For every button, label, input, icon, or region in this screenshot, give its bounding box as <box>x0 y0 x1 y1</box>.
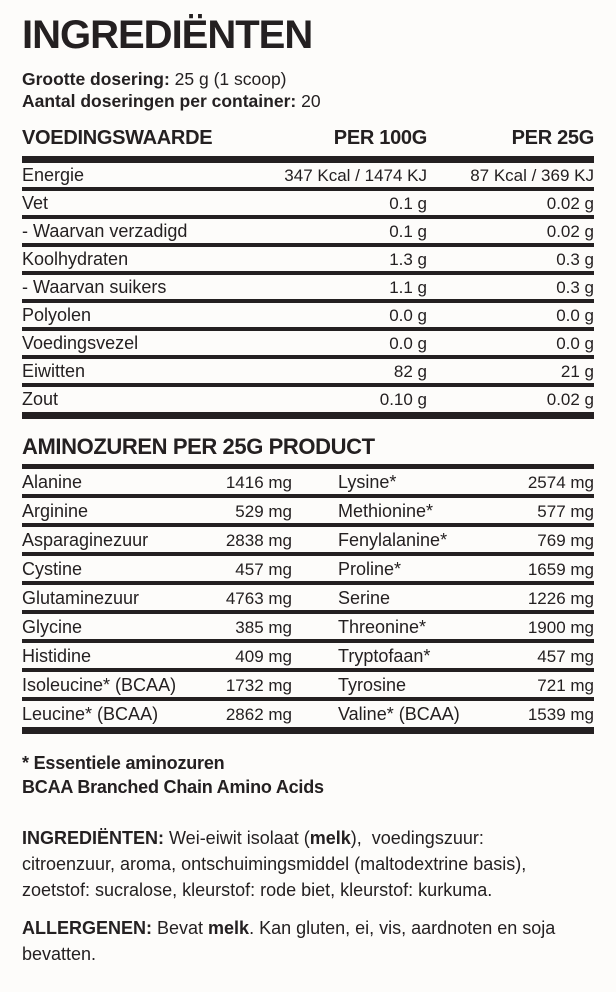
amino-name: Glycine <box>22 617 83 637</box>
allergens-allergen-bold: melk <box>208 918 250 938</box>
row-per25g: 87 Kcal / 369 KJ <box>470 166 594 185</box>
row-per25g: 0.02 g <box>546 390 594 409</box>
ingredients-paragraph <box>22 825 578 903</box>
row-name: - Waarvan verzadigd <box>22 221 188 241</box>
column-header-per25g: PER 25G <box>511 127 594 149</box>
row-per100g: 0.0 g <box>389 334 427 353</box>
amino-name: Glutaminezuur <box>22 588 140 608</box>
table-end-divider <box>22 727 594 734</box>
serving-info <box>22 68 594 112</box>
amino-name: Valine* (BCAA) <box>338 704 460 724</box>
allergens-paragraph <box>22 915 578 967</box>
page-title: INGREDIËNTEN <box>22 13 313 57</box>
amino-section-title: AMINOZUREN PER 25G PRODUCT <box>22 434 375 459</box>
row-per100g: 0.0 g <box>389 306 427 325</box>
row-name: Polyolen <box>22 305 92 325</box>
amino-value: 769 mg <box>537 531 594 550</box>
row-per25g: 0.3 g <box>556 278 594 297</box>
essential-footnote: * Essentiele aminozuren <box>22 753 225 773</box>
row-per100g: 0.1 g <box>389 222 427 241</box>
amino-name: Tryptofaan* <box>338 646 431 666</box>
row-name: - Waarvan suikers <box>22 277 167 297</box>
table-row <box>22 331 594 355</box>
amino-name: Threonine* <box>338 617 427 637</box>
amino-value: 529 mg <box>235 502 292 521</box>
table-row <box>22 359 594 383</box>
row-per25g: 0.02 g <box>546 222 594 241</box>
ingredients-text: Wei-eiwit isolaat ( <box>164 828 310 848</box>
serving-size-line <box>22 68 594 90</box>
amino-name: Asparaginezuur <box>22 530 149 550</box>
table-row <box>22 614 594 639</box>
table-row <box>22 191 594 215</box>
servings-label: Aantal doseringen per container: <box>22 91 297 111</box>
amino-value: 577 mg <box>537 502 594 521</box>
table-row <box>22 498 594 523</box>
amino-value: 409 mg <box>235 647 292 666</box>
table-end-divider <box>22 412 594 419</box>
amino-value: 721 mg <box>537 676 594 695</box>
table-row <box>22 163 594 187</box>
amino-name: Leucine* (BCAA) <box>22 704 159 724</box>
table-row <box>22 387 594 411</box>
header-divider-bar <box>22 156 594 163</box>
servings-per-container-line <box>22 90 594 112</box>
amino-name: Alanine <box>22 472 83 492</box>
row-name: Energie <box>22 165 85 185</box>
amino-table <box>22 469 594 734</box>
amino-name: Fenylalanine* <box>338 530 448 550</box>
amino-name: Cystine <box>22 559 83 579</box>
row-per25g: 0.3 g <box>556 250 594 269</box>
table-row <box>22 701 594 726</box>
row-name: Koolhydraten <box>22 249 129 269</box>
amino-name: Histidine <box>22 646 92 666</box>
table-row <box>22 672 594 697</box>
row-per100g: 82 g <box>393 362 427 381</box>
amino-value: 4763 mg <box>225 589 292 608</box>
serving-size-label: Grootte dosering: <box>22 69 170 89</box>
row-per100g: 1.3 g <box>389 250 427 269</box>
table-row <box>22 275 594 299</box>
footnotes <box>22 751 594 799</box>
ingredients-label: INGREDIËNTEN: <box>22 828 165 848</box>
amino-value: 1732 mg <box>225 676 292 695</box>
row-per100g: 0.1 g <box>389 194 427 213</box>
allergens-text: Bevat <box>152 918 209 938</box>
amino-name: Methionine* <box>338 501 434 521</box>
table-row <box>22 219 594 243</box>
row-name: Eiwitten <box>22 361 86 381</box>
row-per25g: 0.02 g <box>546 194 594 213</box>
ingredients-allergen-bold: melk <box>309 828 351 848</box>
row-per100g: 1.1 g <box>389 278 427 297</box>
bcaa-footnote: BCAA Branched Chain Amino Acids <box>22 777 324 797</box>
row-per100g: 347 Kcal / 1474 KJ <box>284 166 427 185</box>
amino-value: 2862 mg <box>225 705 292 724</box>
amino-value: 385 mg <box>235 618 292 637</box>
table-row <box>22 469 594 494</box>
row-per25g: 0.0 g <box>556 334 594 353</box>
table-row <box>22 643 594 668</box>
ingredients-text: ), voedingszuur: citroenzuur, aroma, ontschuimingsmiddel (maltodextrine basis), zoetstof: sucralose, kleurstof: rode biet, kleurstof: kurkuma. <box>22 828 532 900</box>
amino-name: Serine <box>338 588 391 608</box>
table-row <box>22 527 594 552</box>
amino-value: 457 mg <box>235 560 292 579</box>
amino-value: 1416 mg <box>225 473 292 492</box>
row-per100g: 0.10 g <box>379 390 427 409</box>
table-row <box>22 303 594 327</box>
row-name: Voedingsvezel <box>22 333 139 353</box>
column-header-per100g: PER 100G <box>333 127 427 149</box>
amino-name: Isoleucine* (BCAA) <box>22 675 177 695</box>
nutrition-table <box>22 163 594 419</box>
amino-name: Tyrosine <box>338 675 407 695</box>
table-row <box>22 585 594 610</box>
amino-value: 1659 mg <box>527 560 594 579</box>
table-row <box>22 556 594 581</box>
column-header-name: VOEDINGSWAARDE <box>22 127 213 149</box>
amino-value: 1539 mg <box>527 705 594 724</box>
amino-value: 1900 mg <box>527 618 594 637</box>
row-per25g: 0.0 g <box>556 306 594 325</box>
nutrition-table-header <box>22 127 594 150</box>
serving-size-value: 25 g (1 scoop) <box>169 69 287 89</box>
allergens-text: . Kan gluten, ei, vis, aardnoten en soja bevatten. <box>22 918 561 964</box>
amino-value: 457 mg <box>537 647 594 666</box>
row-name: Zout <box>22 389 59 409</box>
allergens-label: ALLERGENEN: <box>22 918 152 938</box>
row-per25g: 21 g <box>560 362 594 381</box>
amino-value: 1226 mg <box>527 589 594 608</box>
table-row <box>22 247 594 271</box>
amino-name: Lysine* <box>338 472 397 492</box>
amino-name: Proline* <box>338 559 402 579</box>
amino-value: 2574 mg <box>527 473 594 492</box>
servings-value: 20 <box>296 91 321 111</box>
amino-name: Arginine <box>22 501 89 521</box>
amino-value: 2838 mg <box>225 531 292 550</box>
row-name: Vet <box>22 193 49 213</box>
